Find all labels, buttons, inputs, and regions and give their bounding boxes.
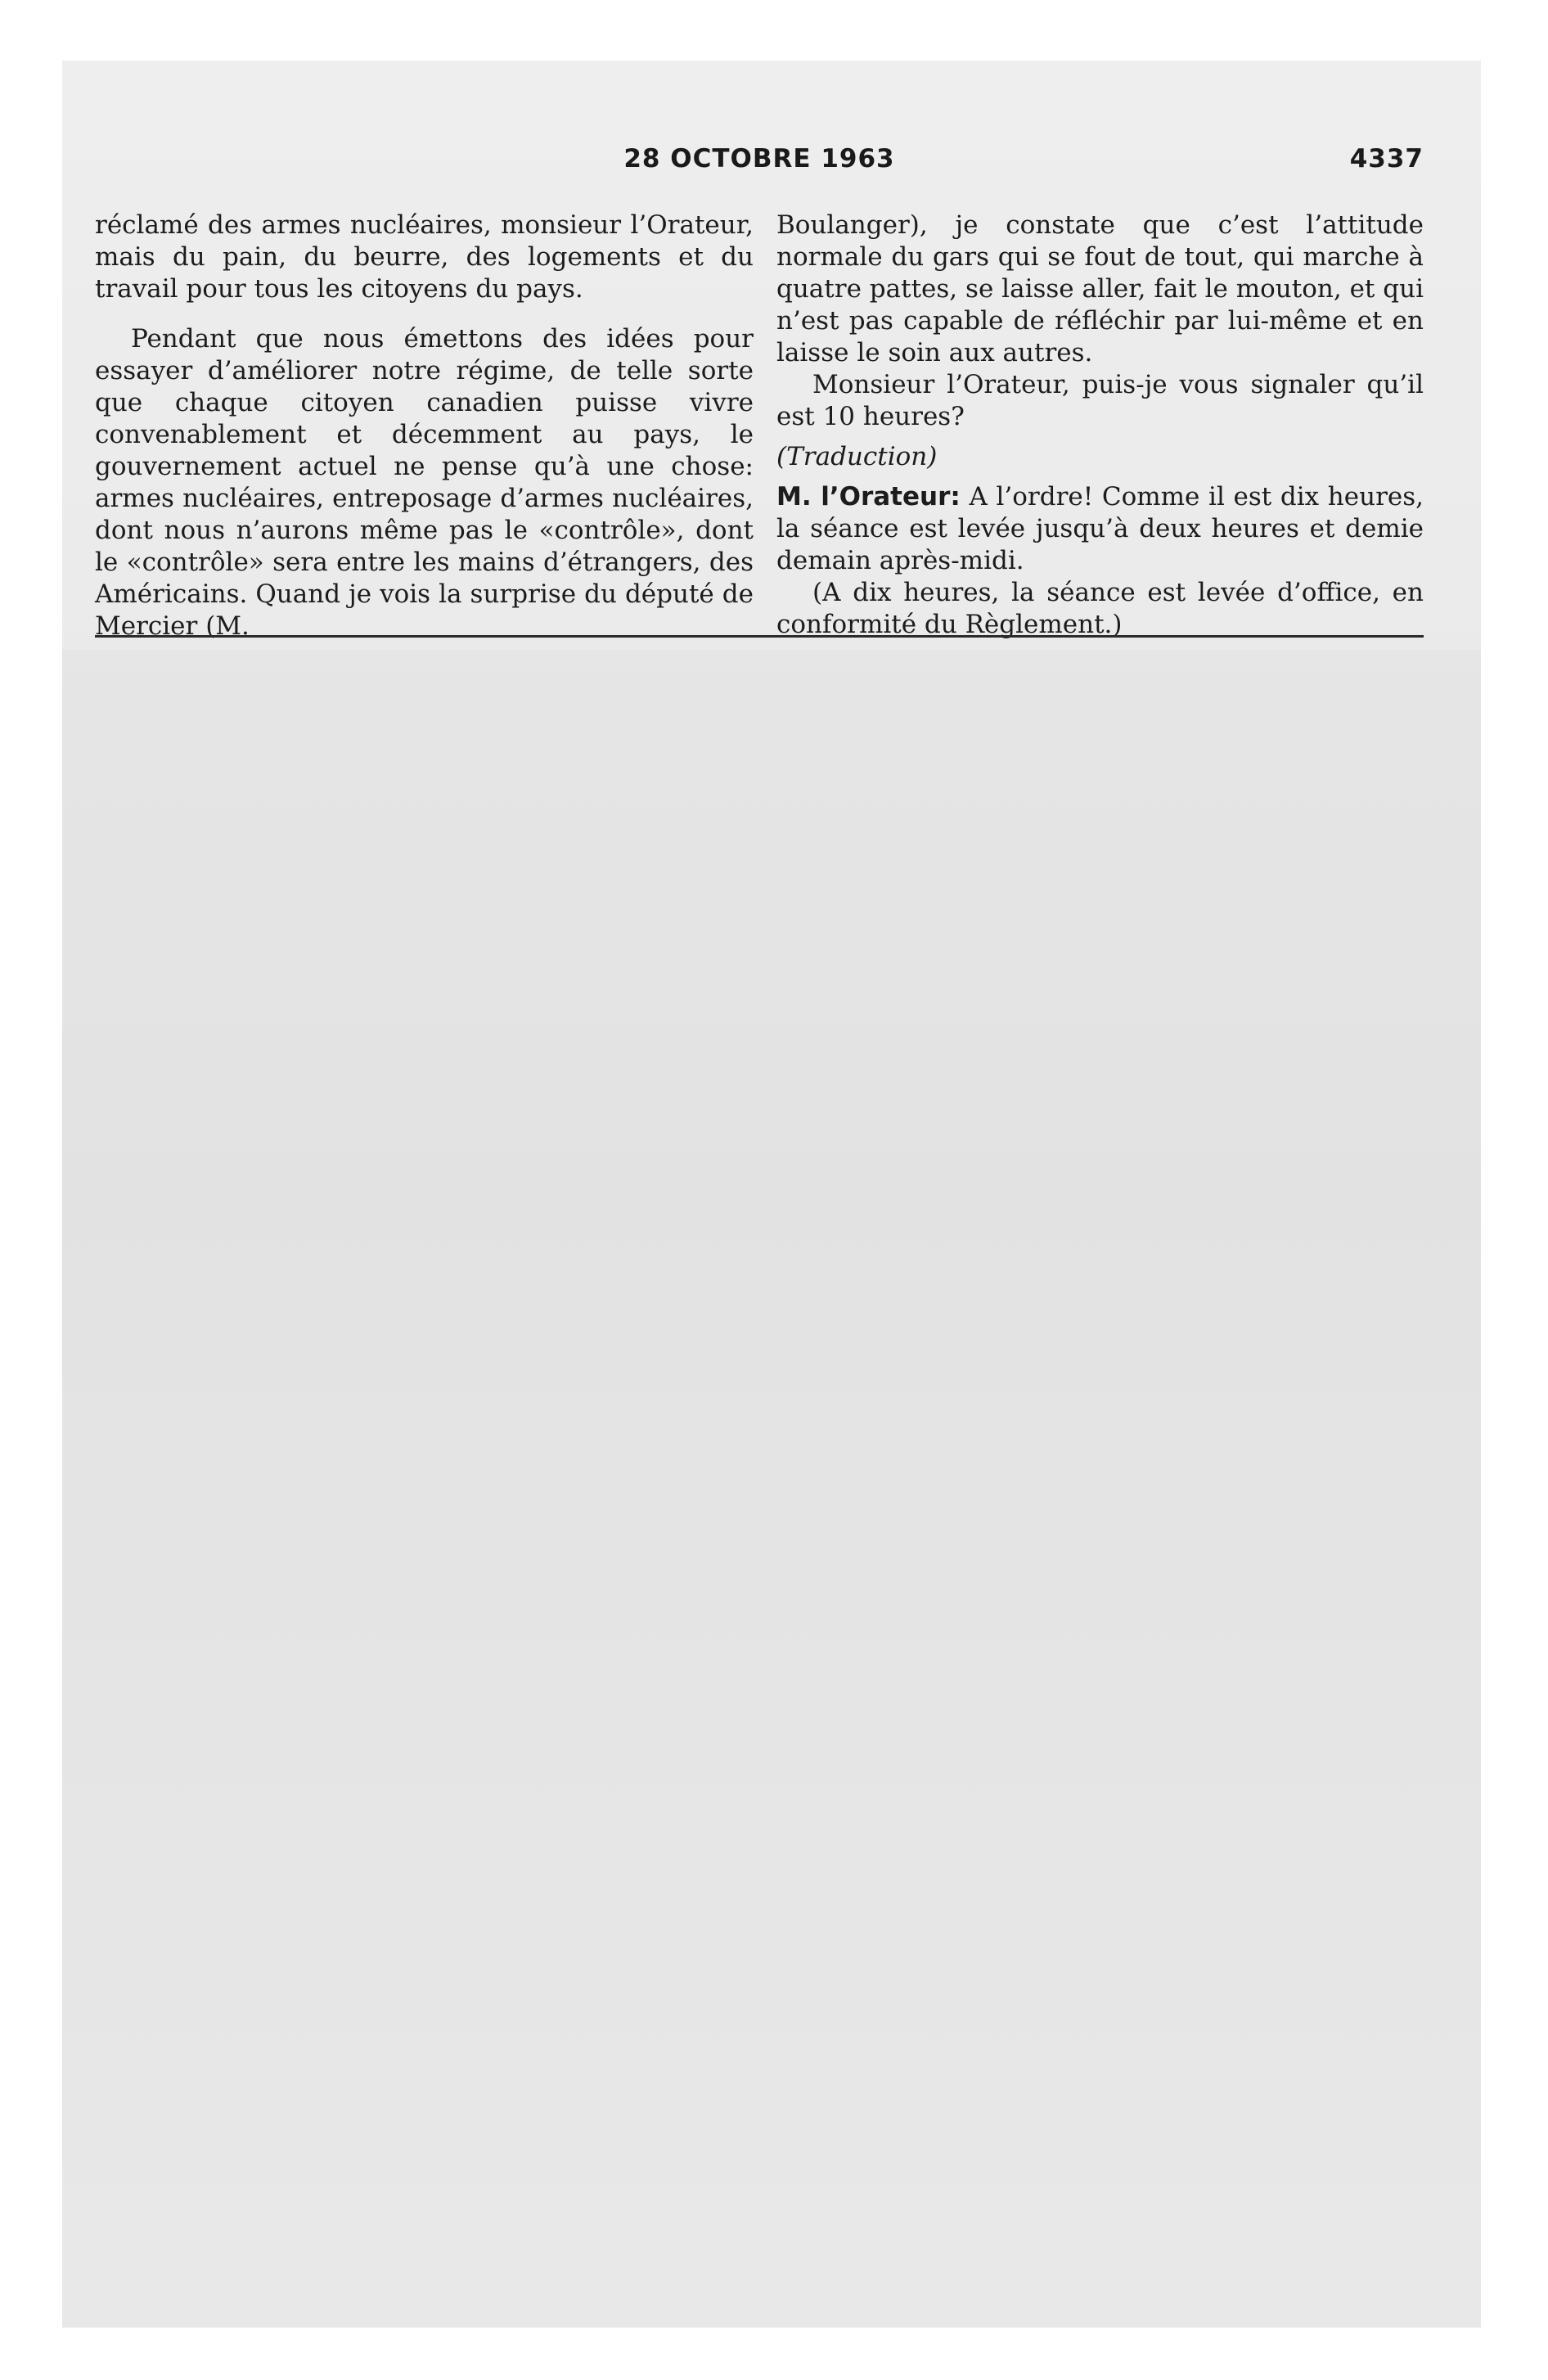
speaker-text: A l’ordre! Comme il est dix heures, la séance est levée jusqu’à deux heures et demie demain après-midi. — [776, 482, 1424, 575]
page-header — [95, 144, 1424, 180]
speaker-label: M. l’Orateur: — [776, 482, 961, 512]
right-paragraph-2: Monsieur l’Orateur, puis-je vous signaler qu’il est 10 heures? — [776, 370, 1424, 431]
adjournment-note: (A dix heures, la séance est levée d’office, en conformité du Règlement.) — [776, 578, 1424, 639]
left-paragraph-1: réclamé des armes nucléaires, monsieur l’Orateur, mais du pain, du beurre, des logements et du travail pour tous les citoyens du pays. — [95, 210, 754, 304]
translation-note: (Traduction) — [776, 442, 938, 471]
header-date: 28 OCTOBRE 1963 — [623, 144, 895, 174]
page-number: 4337 — [1349, 144, 1424, 174]
right-paragraph-1: Boulanger), je constate que c’est l’attitude normale du gars qui se fout de tout, qui marche à quatre pattes, se laisse aller, fait le mouton, et qui n’est pas capable de réfléchir par lui-même et en laisse le soin aux autres. — [776, 210, 1424, 367]
bleed-through-shadow — [62, 650, 1481, 2328]
left-paragraph-2: Pendant que nous émettons des idées pour essayer d’améliorer notre régime, de telle sorte que chaque citoyen canadien puisse vivre convenablement et décemment au pays, le gouvernement actuel ne pense qu’à une chose: armes nucléaires, entreposage d’armes nucléaires, dont nous n’aurons même pas le «contrôle», dont le «contrôle» sera entre les mains d’étrangers, des Américains. Quand je vois la surprise du député de Mercier (M. — [95, 324, 754, 641]
right-column — [776, 210, 1424, 641]
end-rule — [95, 635, 1424, 638]
left-column — [95, 210, 754, 642]
speaker-paragraph — [776, 481, 1424, 577]
